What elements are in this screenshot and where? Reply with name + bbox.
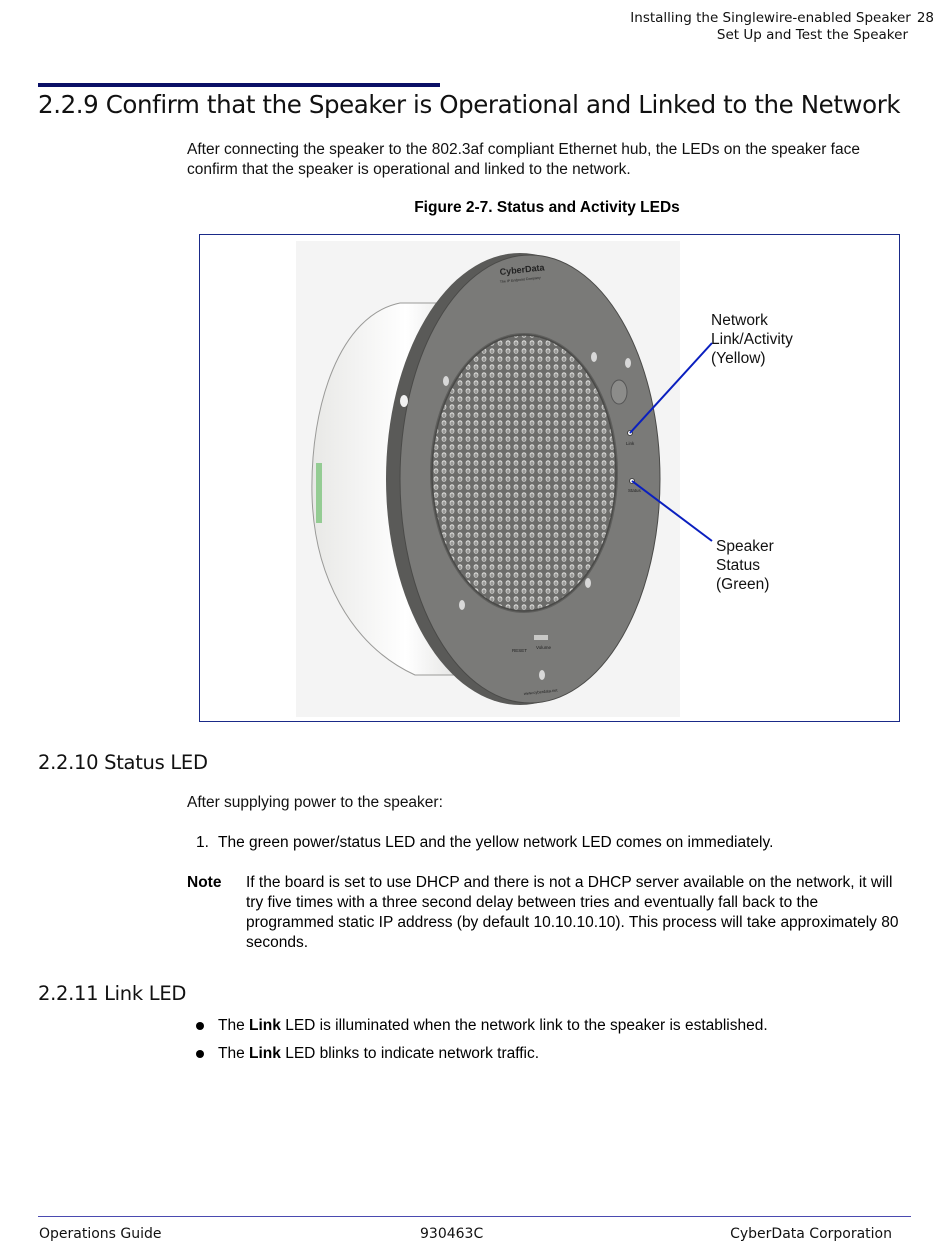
speaker-illustration — [200, 235, 899, 721]
callout-network-text-1: Network — [711, 312, 768, 329]
section-heading-2-2-11: 2.2.11 Link LED — [38, 982, 187, 1005]
list-item-number: 1. — [196, 834, 209, 851]
device-volume-label: Volume — [536, 645, 552, 650]
footer-left: Operations Guide — [39, 1226, 162, 1242]
device-brand: CyberData — [499, 262, 545, 277]
figure-speaker-leds — [199, 234, 900, 722]
footer-right: CyberData Corporation — [730, 1226, 892, 1242]
section-rule — [38, 83, 440, 87]
callout-speaker-text-2: Status — [716, 557, 760, 574]
bullet-text-prefix: The — [218, 1045, 250, 1062]
note-label: Note — [187, 874, 222, 891]
figure-caption: Figure 2-7. Status and Activity LEDs — [414, 199, 680, 216]
callout-speaker-status — [716, 537, 774, 594]
bullet-text-suffix: LED blinks to indicate network traffic. — [280, 1045, 540, 1062]
header-section: Set Up and Test the Speaker — [716, 27, 908, 43]
callout-speaker-text-3: (Green) — [716, 576, 770, 593]
note-text: If the board is set to use DHCP and there is not a DHCP server available on the network, it will try five times with a three second delay between tries and eventually fall back to the programmed static IP address (by default 10.10.10.10). This process will take approximately 80 seconds. — [246, 874, 899, 951]
bullet-text-prefix: The — [218, 1017, 250, 1034]
header-chapter: Installing the Singlewire-enabled Speaker — [630, 10, 911, 26]
running-header — [630, 10, 934, 44]
callout-network-text-3: (Yellow) — [711, 350, 766, 367]
section-heading-2-2-9: 2.2.9 Confirm that the Speaker is Operational and Linked to the Network — [38, 90, 901, 119]
device-reset-label: RESET — [512, 648, 528, 653]
bullet-text-bold: Link — [249, 1017, 281, 1034]
device-tagline: The IP Endpoint Company — [499, 275, 541, 284]
status-intro: After supplying power to the speaker: — [187, 794, 443, 811]
page-number: 28 — [916, 10, 934, 26]
bullet-dot — [196, 1022, 204, 1030]
device-website: www.cyberdata.net — [523, 687, 558, 696]
device-status-label: Status — [628, 488, 641, 493]
callout-network-link — [711, 311, 793, 368]
ordered-list — [196, 833, 773, 853]
bullet-dot — [196, 1050, 204, 1058]
footer-center: 930463C — [420, 1226, 484, 1242]
note-block — [187, 873, 909, 953]
list-item-text: The green power/status LED and the yellow network LED comes on immediately. — [218, 834, 774, 851]
bullet-text-suffix: LED is illuminated when the network link to the speaker is established. — [280, 1017, 768, 1034]
bullet-text-bold: Link — [249, 1045, 281, 1062]
callout-speaker-text-1: Speaker — [716, 538, 774, 555]
section-heading-2-2-10: 2.2.10 Status LED — [38, 751, 208, 774]
intro-paragraph: After connecting the speaker to the 802.3af compliant Ethernet hub, the LEDs on the speaker face confirm that the speaker is operational and linked to the network. — [187, 141, 860, 178]
list-item — [196, 833, 773, 853]
callout-network-text-2: Link/Activity — [711, 331, 793, 348]
device-link-label: Link — [626, 441, 635, 446]
footer-rule — [38, 1216, 911, 1217]
